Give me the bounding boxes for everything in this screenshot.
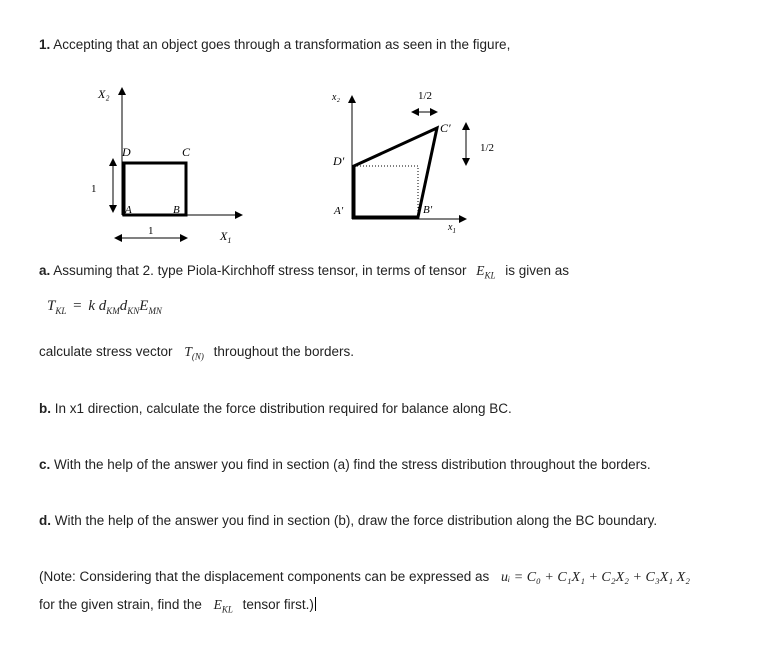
left-corner-c-label: C: [182, 145, 191, 159]
right-y-axis-label: x₂: [332, 92, 340, 103]
right-x-axis-label: $x_1$: [448, 222, 456, 235]
part-b-label: b.: [39, 401, 51, 416]
original-shape-dotted: [354, 166, 418, 217]
part-a-line2: [39, 344, 354, 362]
part-c: [39, 457, 651, 472]
part-b: [39, 401, 512, 416]
note-line2-after: tensor first.): [242, 597, 314, 612]
right-deformed-figure: [331, 90, 494, 235]
rise-label: 1/2: [480, 142, 495, 154]
left-y-axis-label: X₂: [98, 87, 110, 101]
left-corner-a-label: A: [125, 204, 132, 216]
left-x-axis-label: $X_1$: [220, 229, 232, 245]
right-corner-d-label: D′: [333, 154, 345, 168]
right-corner-b-label: B′: [423, 204, 433, 216]
part-a-line2-before: calculate stress vector: [39, 344, 173, 359]
left-reference-figure: [91, 87, 242, 245]
part-a-line1: [39, 263, 569, 281]
note-text: (Note: Considering that the displacement components can be expressed as: [39, 569, 490, 584]
left-corner-d-label: D: [122, 145, 131, 159]
part-c-text: With the help of the answer you find in section (a) find the stress distribution throughout the borders.: [54, 457, 651, 472]
width-label: 1: [148, 225, 154, 237]
part-d: [39, 513, 657, 528]
part-b-text: In x1 direction, calculate the force distribution required for balance along BC.: [54, 401, 512, 416]
part-a-label: a.: [39, 263, 51, 278]
piola-kirchhoff-equation: $T_{KL} = k$ $d_{KM}d_{KN}E_{MN}$: [47, 298, 162, 316]
part-a-text-after: is given as: [505, 263, 570, 278]
part-a-line2-after: throughout the borders.: [213, 344, 354, 359]
note-line2: [39, 597, 316, 615]
text-cursor[interactable]: [315, 597, 316, 611]
question-number: 1.: [39, 37, 51, 52]
part-c-label: c.: [39, 457, 51, 472]
displacement-formula: uᵢ = C₀ + C₁X₁ + C₂X₂ + C₃X₁ X₂: [501, 570, 691, 585]
note-tensor-symbol: $E_{KL}$: [213, 597, 233, 615]
part-a-text-before: Assuming that 2. type Piola-Kirchhoff stress tensor, in terms of tensor: [53, 263, 467, 278]
stress-vector-symbol: $T_{(N)}$: [184, 344, 204, 362]
note-line1: [39, 569, 690, 586]
right-corner-c-label: C′: [440, 121, 451, 135]
left-corner-b-label: B: [173, 204, 180, 216]
shift-label: 1/2: [418, 90, 433, 102]
height-label: 1: [91, 183, 97, 195]
question-intro-text: Accepting that an object goes through a transformation as seen in the figure,: [53, 37, 511, 52]
tensor-e-symbol: $E_{KL}$: [476, 263, 496, 281]
part-d-text: With the help of the answer you find in section (b), draw the force distribution along the BC boundary.: [54, 513, 658, 528]
part-d-label: d.: [39, 513, 51, 528]
transformation-figure: [0, 0, 761, 260]
note-line2-before: for the given strain, find the: [39, 597, 202, 612]
right-corner-a-label: A′: [334, 205, 344, 217]
